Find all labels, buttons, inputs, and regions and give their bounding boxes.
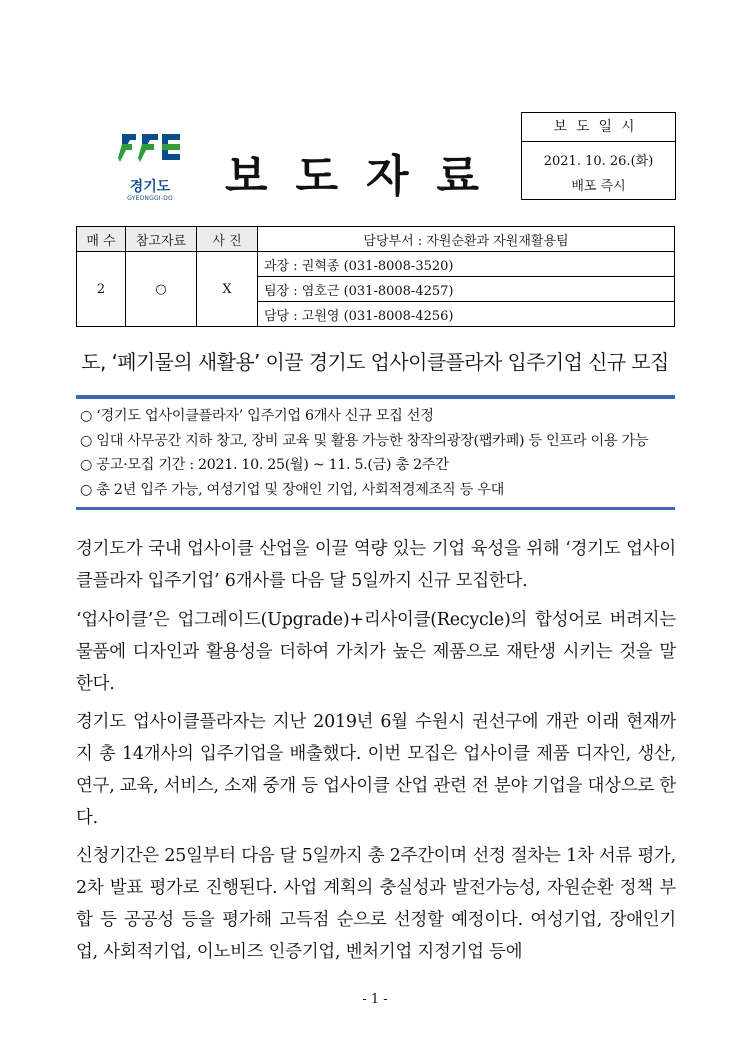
body-paragraph-4: 신청기간은 25일부터 다음 달 5일까지 총 2주간이며 선정 절차는 1차 서류 평가, 2차 발표 평가로 진행된다. 사업 계획의 충실성과 발전가능성, 자원순환 정책 부합 등 공공성 등을 평가해 고득점 순으로 선정할 예정이다. 여성기업, 장애인기업, 사회적기업, 이노비즈 인증기업, 벤처기업 지정기업 등에: [76, 846, 676, 962]
table-row: [77, 252, 675, 277]
body-paragraph-3: 경기도 업사이클플라자는 지난 2019년 6월 수원시 권선구에 개관 이래 현재까지 총 14개사의 입주기업을 배출했다. 이번 모집은 업사이클 제품 디자인, 생산, 연구, 교육, 서비스, 소재 중개 등 업사이클 산업 관련 전 분야 기업을 대상으로 한다.: [76, 712, 676, 828]
document-title: 보도자료: [225, 151, 508, 202]
contact-info-table: [76, 226, 675, 327]
header-attachments: 참고자료: [126, 227, 197, 252]
header-photo: 사 진: [197, 227, 258, 252]
summary-item: ○ 임대 사무공간 지하 창고, 장비 교육 및 활용 가능한 창작의광장(팹카페) 등 인프라 이용 가능: [80, 432, 649, 449]
summary-item: ○ ‘경기도 업사이클플라자’ 입주기업 6개사 신규 모집 선정: [80, 408, 434, 424]
release-date-header: 보도일시: [522, 113, 675, 142]
contact-staff: 담당 : 고원영 (031-8008-4256): [258, 302, 675, 327]
release-date-box: [521, 112, 676, 200]
bottom-divider: [76, 507, 675, 510]
top-divider: [76, 395, 675, 399]
table-header-row: [77, 227, 675, 252]
contact-team-lead: 팀장 : 염호근 (031-8008-4257): [258, 277, 675, 302]
header-pages: 매 수: [77, 227, 126, 252]
summary-item: ○ 공고·모집 기간 : 2021. 10. 25(월) ~ 11. 5.(금) 총 2주간: [80, 457, 449, 473]
release-timing: 배포 즉시: [571, 179, 626, 194]
gyeonggi-logo-mark: [112, 132, 188, 176]
body-paragraph-2: ‘업사이클’은 업그레이드(Upgrade)+리사이클(Recycle)의 합성어로 버려지는 물품에 디자인과 활용성을 더하여 가치가 높은 제품으로 재탄생 시키는 것을 말한다.: [76, 610, 676, 694]
contact-manager: 과장 : 권혁종 (031-8008-3520): [258, 252, 675, 277]
attachments-value: ○: [126, 252, 197, 327]
pages-value: 2: [77, 252, 126, 327]
department-cell: 담당부서 : 자원순환과 자원재활용팀: [258, 227, 675, 252]
page-number: - 1 -: [362, 992, 388, 1007]
logo-name: 경기도: [129, 179, 171, 195]
summary-list: [80, 404, 675, 502]
headline: 도, ‘폐기물의 새활용’ 이끌 경기도 업사이클플라자 입주기업 신규 모집: [81, 350, 669, 374]
body-paragraph-1: 경기도가 국내 업사이클 산업을 이끌 역량 있는 기업 육성을 위해 ‘경기도 업사이클플라자 입주기업’ 6개사를 다음 달 5일까지 신규 모집한다.: [76, 539, 676, 591]
release-date: 2021. 10. 26.(화): [543, 154, 654, 169]
logo-subtitle: GYEONGGI-DO: [127, 195, 173, 202]
summary-item: ○ 총 2년 입주 가능, 여성기업 및 장애인 기업, 사회적경제조직 등 우대: [80, 481, 505, 498]
photo-value: X: [197, 252, 258, 327]
gyeonggi-logo: [112, 132, 188, 212]
